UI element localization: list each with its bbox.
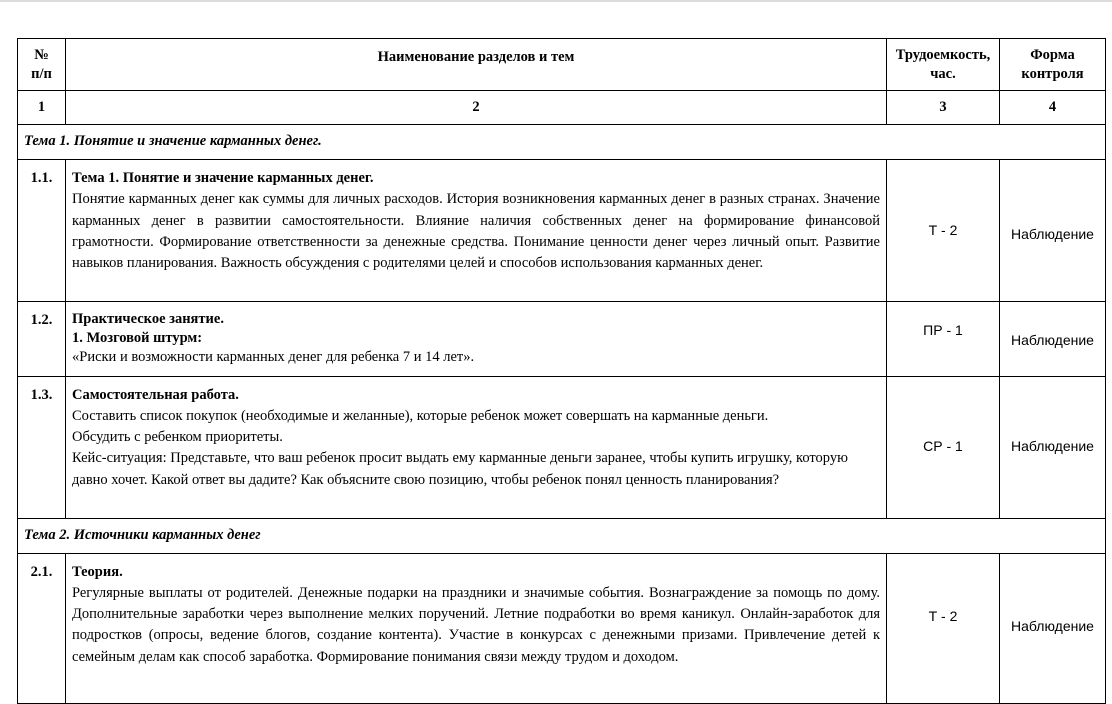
row-text: Понятие карманных денег как суммы для личных расходов. История возникновения карманных денег в разных странах. Значение карманных денег в развитии самостоятельности. Влияние наличия собственных денег на формирование финансовой грамотности. Формирование ответственности за денежные средства. Понимание ценности денег через личный опыт. Развитие навыков планирования. Важность обсуждения с родителями целей и способов использования карманных денег.: [72, 191, 880, 272]
row-hours: СР - 1: [887, 376, 1000, 518]
topic-heading: Тема 1. Понятие и значение карманных денег.: [18, 125, 1106, 160]
header-number: № п/п: [18, 39, 66, 91]
topic-row-1: [18, 125, 1106, 160]
row-text: Регулярные выплаты от родителей. Денежные подарки на праздники и значимые события. Вознаграждение за помощь по дому. Дополнительные заработки через выполнение мелких поручений. Летние подработки во время каникул. Онлайн-заработок для подростков (опросы, ведение блогов, создание контента). Участие в конкурсах с денежными призами. Привлечение детей к семейным делам как способ заработка. Формирование понимания связи между трудом и доходом.: [72, 584, 880, 665]
row-number: 1.3.: [18, 376, 66, 518]
row-title: Практическое занятие.: [72, 311, 224, 327]
column-number-2: 2: [66, 91, 887, 125]
column-number-3: 3: [887, 91, 1000, 125]
table-row: [18, 553, 1106, 703]
top-divider: [0, 0, 1112, 2]
column-number-4: 4: [1000, 91, 1106, 125]
row-content: [66, 302, 887, 377]
row-text-line: Составить список покупок (необходимые и желанные), которые ребенок может совершать на карманные деньги.: [72, 407, 769, 424]
topic-heading: Тема 2. Источники карманных денег: [18, 518, 1106, 553]
row-title: Тема 1. Понятие и значение карманных денег.: [72, 170, 374, 186]
row-number: 1.2.: [18, 302, 66, 377]
row-control: Наблюдение: [1000, 553, 1106, 703]
row-control: Наблюдение: [1000, 160, 1106, 302]
row-control: Наблюдение: [1000, 302, 1106, 377]
row-subtitle: 1. Мозговой штурм:: [72, 330, 203, 347]
table-row: [18, 302, 1106, 377]
topic-row-2: [18, 518, 1106, 553]
table-row: [18, 376, 1106, 518]
header-sections: Наименование разделов и тем: [66, 39, 887, 91]
row-hours: ПР - 1: [887, 302, 1000, 377]
header-hours: Трудоемкость, час.: [887, 39, 1000, 91]
row-hours: Т - 2: [887, 160, 1000, 302]
header-row: [18, 39, 1106, 91]
row-text-line: Кейс-ситуация: Представьте, что ваш ребенок просит выдать ему карманные деньги заранее, чтобы купить игрушку, которую давно хочет. Какой ответ вы дадите? Как объясните свою позицию, чтобы ребенок понял ценность планирования?: [72, 450, 848, 488]
row-content: [66, 160, 887, 302]
row-text-line: Обсудить с ребенком приоритеты.: [72, 429, 283, 446]
row-content: [66, 553, 887, 703]
row-text: «Риски и возможности карманных денег для ребенка 7 и 14 лет».: [72, 349, 475, 366]
row-title: Самостоятельная работа.: [72, 386, 239, 403]
row-number: 2.1.: [18, 553, 66, 703]
row-content: [66, 376, 887, 518]
header-control: Форма контроля: [1000, 39, 1106, 91]
column-number-1: 1: [18, 91, 66, 125]
column-numbers-row: [18, 91, 1106, 125]
table-row: [18, 160, 1106, 302]
row-hours: Т - 2: [887, 553, 1000, 703]
row-number: 1.1.: [18, 160, 66, 302]
row-title: Теория.: [72, 563, 123, 580]
curriculum-table: [17, 38, 1106, 704]
row-control: Наблюдение: [1000, 376, 1106, 518]
